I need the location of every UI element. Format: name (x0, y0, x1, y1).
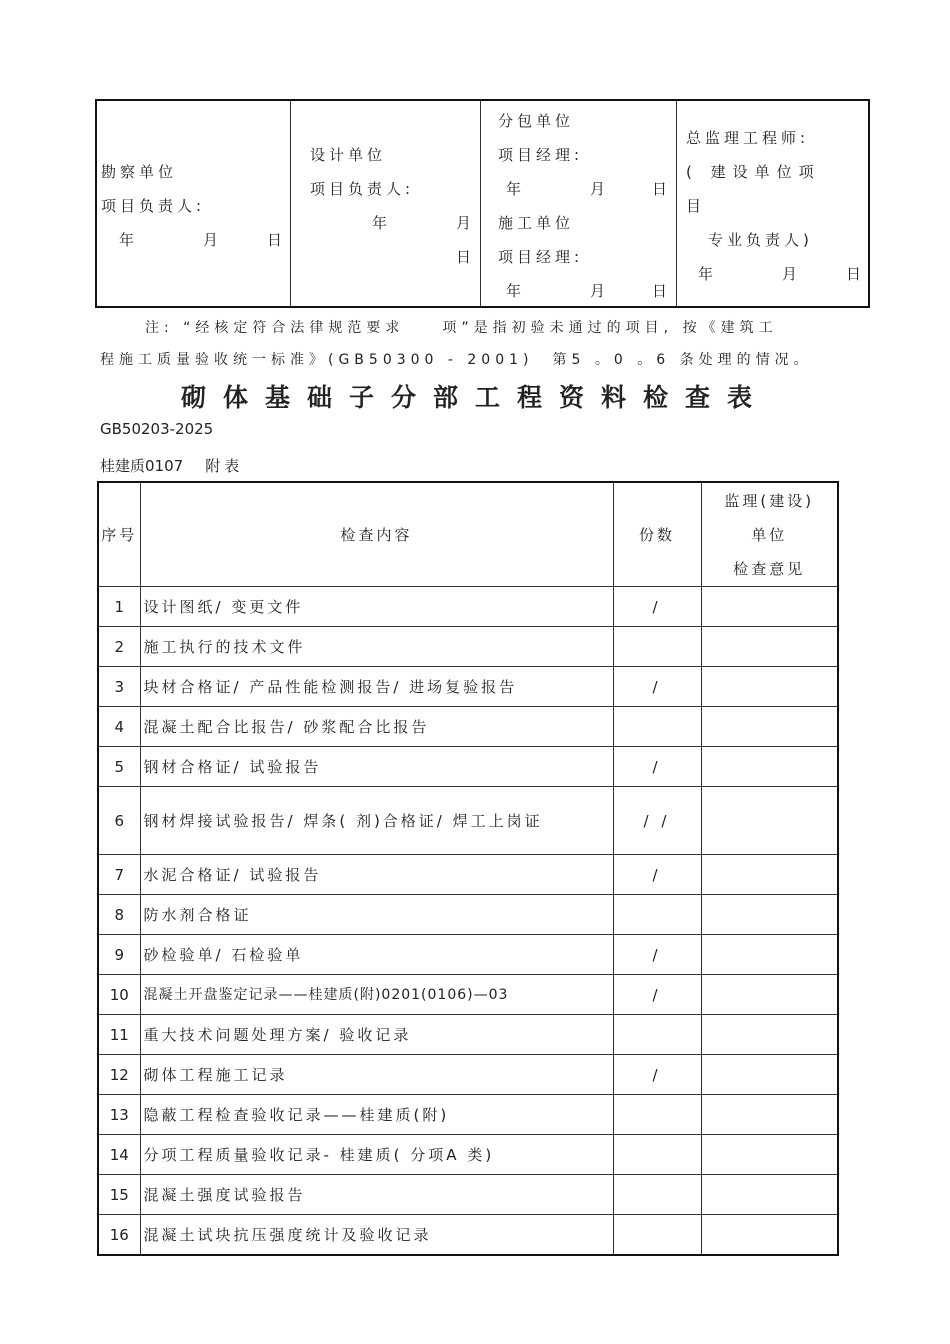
table-row (98, 855, 838, 895)
row-count (613, 1135, 701, 1175)
row-number: 13 (98, 1095, 140, 1135)
row-content: 钢材焊接试验报告/ 焊条( 剂)合格证/ 焊工上岗证 (140, 787, 613, 855)
row-count: / (613, 667, 701, 707)
signature-table (95, 99, 870, 308)
row-opinion (701, 707, 838, 747)
table-header (98, 482, 838, 587)
date-month: 月 (456, 214, 476, 232)
row-opinion (701, 787, 838, 855)
row-number: 9 (98, 935, 140, 975)
row-number: 10 (98, 975, 140, 1015)
inspection-table (97, 481, 839, 1256)
row-content: 混凝土配合比报告/ 砂浆配合比报告 (140, 707, 613, 747)
supervisor-line3: 目 (686, 197, 706, 215)
contractor-cell (480, 101, 677, 306)
survey-unit-label: 勘察单位 (101, 163, 178, 181)
date-year: 年 (506, 282, 526, 300)
standard-code: GB50203-2025 (100, 420, 214, 438)
form-number (100, 455, 243, 476)
row-count (613, 895, 701, 935)
date-day: 日 (456, 248, 476, 266)
table-row (98, 587, 838, 627)
subcontract-unit-label: 分包单位 (498, 112, 575, 130)
row-content: 施工执行的技术文件 (140, 627, 613, 667)
date-month: 月 (590, 180, 610, 198)
row-count (613, 1175, 701, 1215)
row-number: 5 (98, 747, 140, 787)
design-unit-label: 设计单位 (310, 146, 387, 164)
row-number: 1 (98, 587, 140, 627)
date-day: 日 (267, 231, 287, 249)
row-count (613, 627, 701, 667)
row-number: 12 (98, 1055, 140, 1095)
table-row (98, 1215, 838, 1256)
header-opinion-l2: 单位 (751, 525, 788, 544)
row-opinion (701, 1095, 838, 1135)
row-count: / (613, 855, 701, 895)
header-count: 份数 (613, 482, 701, 587)
row-content: 重大技术问题处理方案/ 验收记录 (140, 1015, 613, 1055)
date-year: 年 (372, 214, 392, 232)
row-number: 11 (98, 1015, 140, 1055)
row-opinion (701, 975, 838, 1015)
row-opinion (701, 1135, 838, 1175)
date-year: 年 (698, 265, 718, 283)
date-day: 日 (846, 265, 866, 283)
supervisor-line4: 专业负责人) (708, 231, 813, 249)
row-content: 钢材合格证/ 试验报告 (140, 747, 613, 787)
row-count: / (613, 935, 701, 975)
row-content: 水泥合格证/ 试验报告 (140, 855, 613, 895)
row-count: / / (613, 787, 701, 855)
row-number: 4 (98, 707, 140, 747)
form-suffix: 附表 (205, 457, 244, 475)
note-line2: 程施工质量验收统一标准》(GB50300 - 2001) 第5 。0 。6 条处理的情况。 (100, 352, 813, 368)
row-opinion (701, 747, 838, 787)
table-row (98, 1175, 838, 1215)
table-row (98, 707, 838, 747)
note-line1: 注: “经核定符合法律规范要求 项”是指初验未通过的项目, 按《建筑工 (145, 320, 778, 336)
row-content: 设计图纸/ 变更文件 (140, 587, 613, 627)
table-row (98, 975, 838, 1015)
row-count: / (613, 1055, 701, 1095)
date-year: 年 (119, 231, 139, 249)
design-unit-cell (290, 101, 481, 306)
row-opinion (701, 587, 838, 627)
header-opinion-l3: 检查意见 (733, 559, 806, 578)
header-opinion-l1: 监理(建设) (724, 491, 815, 510)
row-content: 块材合格证/ 产品性能检测报告/ 进场复验报告 (140, 667, 613, 707)
date-month: 月 (590, 282, 610, 300)
row-number: 2 (98, 627, 140, 667)
row-opinion (701, 1175, 838, 1215)
date-day: 日 (652, 180, 672, 198)
row-count (613, 707, 701, 747)
header-content: 检查内容 (140, 482, 613, 587)
row-content: 砂检验单/ 石检验单 (140, 935, 613, 975)
header-seq: 序号 (98, 482, 140, 587)
construction-manager-label: 项目经理: (498, 248, 584, 266)
table-row (98, 1135, 838, 1175)
row-number: 3 (98, 667, 140, 707)
row-opinion (701, 895, 838, 935)
row-opinion (701, 667, 838, 707)
subcontract-manager-label: 项目经理: (498, 146, 584, 164)
row-opinion (701, 935, 838, 975)
date-day: 日 (652, 282, 672, 300)
row-opinion (701, 1055, 838, 1095)
row-opinion (701, 855, 838, 895)
survey-person-label: 项目负责人: (101, 197, 206, 215)
table-row (98, 1015, 838, 1055)
table-row (98, 747, 838, 787)
row-content: 砌体工程施工记录 (140, 1055, 613, 1095)
row-content: 混凝土开盘鉴定记录——桂建质(附)0201(0106)—03 (140, 975, 613, 1015)
row-number: 16 (98, 1215, 140, 1256)
row-content: 分项工程质量验收记录- 桂建质( 分项A 类) (140, 1135, 613, 1175)
chief-supervisor-label: 总监理工程师: (686, 129, 810, 147)
table-row (98, 1095, 838, 1135)
row-count: / (613, 975, 701, 1015)
date-month: 月 (203, 231, 223, 249)
row-opinion (701, 1015, 838, 1055)
date-year: 年 (506, 180, 526, 198)
supervisor-cell (676, 101, 870, 306)
row-number: 8 (98, 895, 140, 935)
supervisor-line2: ( 建设单位项 (686, 163, 821, 181)
survey-unit-cell (97, 101, 291, 306)
row-count (613, 1015, 701, 1055)
row-number: 15 (98, 1175, 140, 1215)
row-count: / (613, 587, 701, 627)
header-opinion (701, 482, 838, 587)
date-month: 月 (782, 265, 802, 283)
table-row (98, 895, 838, 935)
row-number: 14 (98, 1135, 140, 1175)
table-row (98, 667, 838, 707)
row-content: 隐蔽工程检查验收记录——桂建质(附) (140, 1095, 613, 1135)
page-title: 砌体基础子分部工程资料检查表 (180, 383, 769, 412)
table-row (98, 1055, 838, 1095)
table-row (98, 627, 838, 667)
row-count: / (613, 747, 701, 787)
form-number-code: 桂建质0107 (100, 457, 184, 475)
row-content: 混凝土试块抗压强度统计及验收记录 (140, 1215, 613, 1256)
row-content: 防水剂合格证 (140, 895, 613, 935)
row-number: 6 (98, 787, 140, 855)
construction-unit-label: 施工单位 (498, 214, 575, 232)
row-count (613, 1095, 701, 1135)
table-row (98, 787, 838, 855)
table-row (98, 935, 838, 975)
row-content: 混凝土强度试验报告 (140, 1175, 613, 1215)
row-number: 7 (98, 855, 140, 895)
row-opinion (701, 1215, 838, 1256)
row-count (613, 1215, 701, 1256)
design-person-label: 项目负责人: (310, 180, 415, 198)
row-opinion (701, 627, 838, 667)
